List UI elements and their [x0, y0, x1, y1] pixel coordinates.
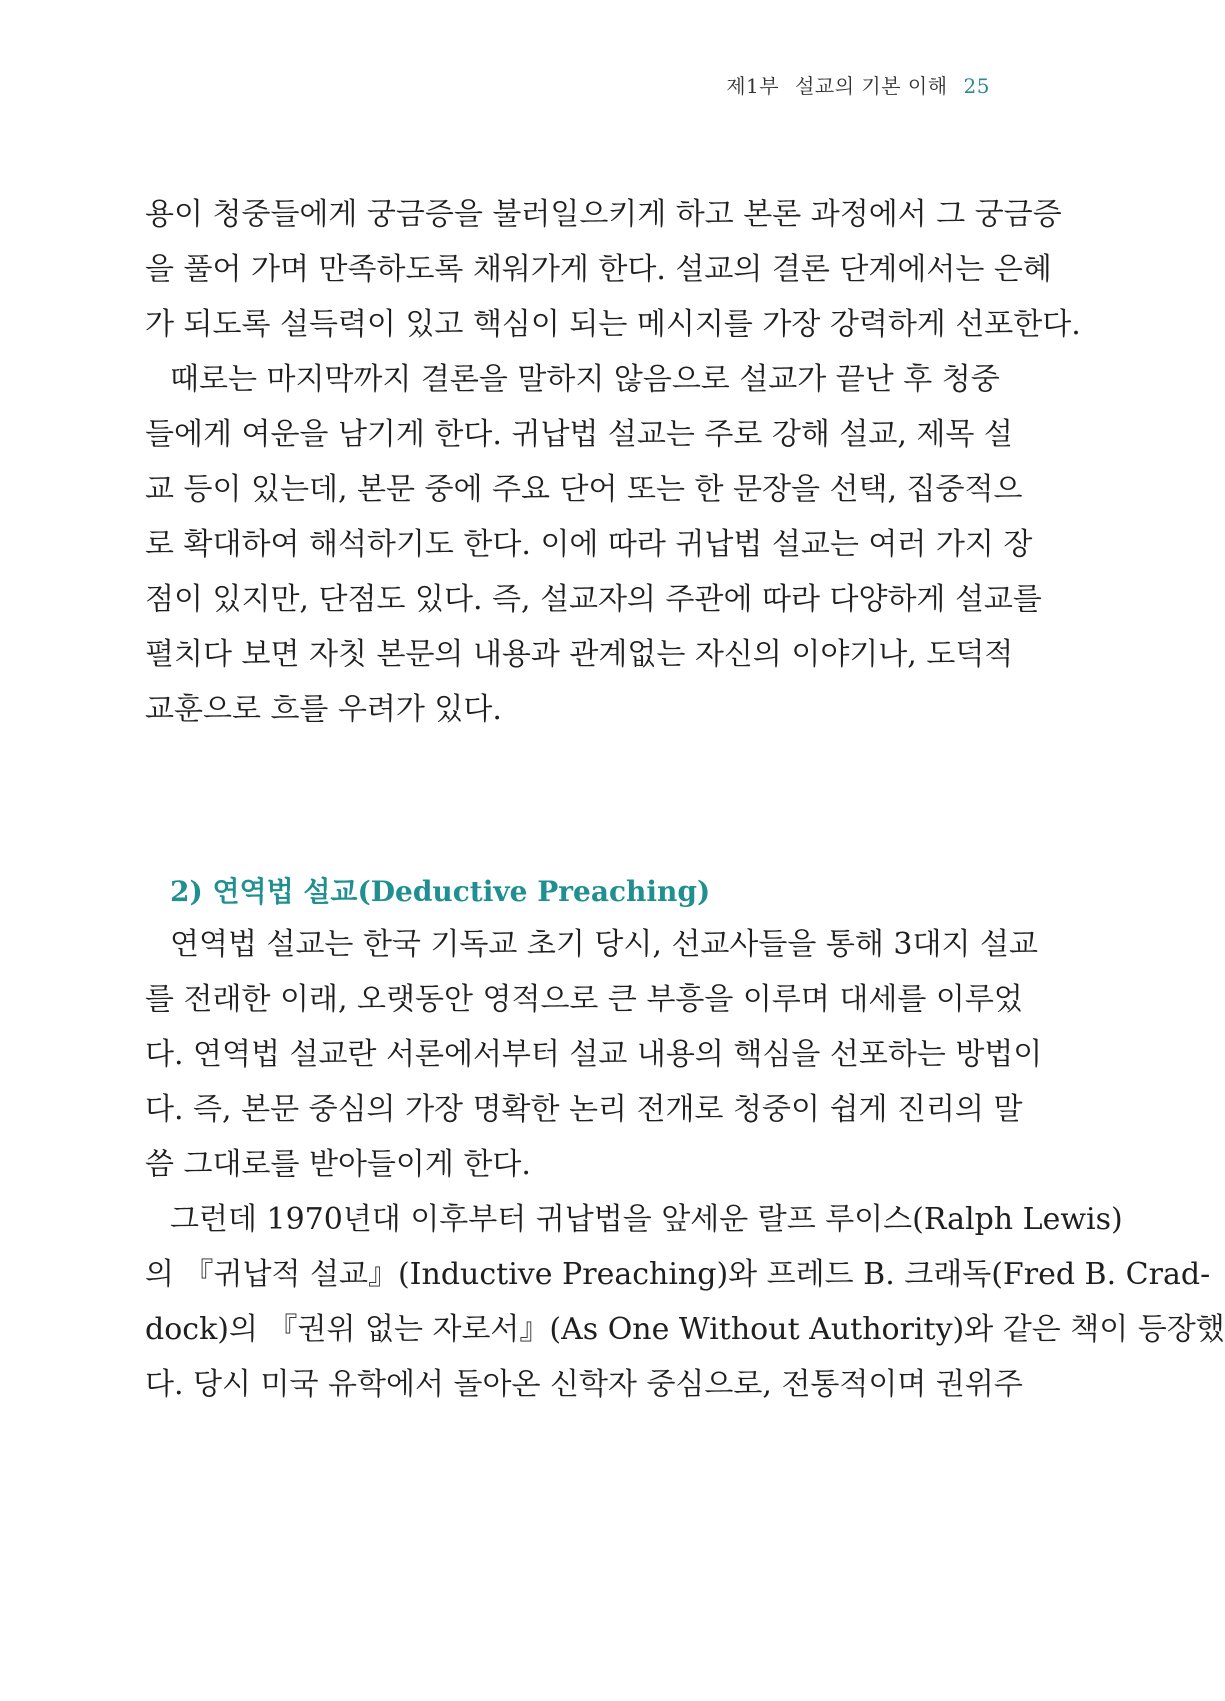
section-heading-english: (Deductive Preaching)	[357, 875, 711, 908]
body-line: 를 전래한 이래, 오랫동안 영적으로 큰 부흥을 이루며 대세를 이루었	[145, 982, 1023, 1017]
section-heading-korean: 2) 연역법 설교	[170, 875, 358, 908]
body-line: 들에게 여운을 남기게 한다. 귀납법 설교는 주로 강해 설교, 제목 설	[145, 417, 1013, 452]
body-line: 연역법 설교는 한국 기독교 초기 당시, 선교사들을 통해 3대지 설교	[170, 927, 1038, 962]
body-line: 펼치다 보면 자칫 본문의 내용과 관계없는 자신의 이야기나, 도덕적	[145, 637, 1014, 672]
body-line: 씀 그대로를 받아들이게 한다.	[145, 1147, 531, 1182]
section-heading	[170, 870, 710, 910]
body-line: 때로는 마지막까지 결론을 말하지 않음으로 설교가 끝난 후 청중	[170, 362, 1000, 397]
body-line: 그런데 1970년대 이후부터 귀납법을 앞세운 랄프 루이스(Ralph Lewis)	[170, 1202, 1123, 1237]
body-line: 을 풀어 가며 만족하도록 채워가게 한다. 설교의 결론 단계에서는 은혜	[145, 252, 1052, 287]
body-line: 가 되도록 설득력이 있고 핵심이 되는 메시지를 가장 강력하게 선포한다.	[145, 307, 1081, 342]
body-line: 용이 청중들에게 궁금증을 불러일으키게 하고 본론 과정에서 그 궁금증	[145, 197, 1062, 232]
body-line: 점이 있지만, 단점도 있다. 즉, 설교자의 주관에 따라 다양하게 설교를	[145, 582, 1042, 617]
page-number: 25	[963, 74, 990, 98]
header-chapter: 설교의 기본 이해	[795, 74, 948, 98]
body-line: dock)의 『권위 없는 자로서』(As One Without Authority)와 같은 책이 등장했	[145, 1312, 1225, 1347]
body-line: 의 『귀납적 설교』(Inductive Preaching)와 프레드 B. 크래독(Fred B. Crad-	[145, 1257, 1211, 1292]
body-line: 교 등이 있는데, 본문 중에 주요 단어 또는 한 문장을 선택, 집중적으	[145, 472, 1023, 507]
body-line: 다. 연역법 설교란 서론에서부터 설교 내용의 핵심을 선포하는 방법이	[145, 1037, 1043, 1072]
running-header	[726, 70, 990, 99]
body-line: 다. 즉, 본문 중심의 가장 명확한 논리 전개로 청중이 쉽게 진리의 말	[145, 1092, 1023, 1127]
header-part: 제1부	[726, 74, 780, 98]
body-line: 교훈으로 흐를 우려가 있다.	[145, 692, 502, 727]
body-line: 다. 당시 미국 유학에서 돌아온 신학자 중심으로, 전통적이며 권위주	[145, 1367, 1023, 1402]
body-line: 로 확대하여 해석하기도 한다. 이에 따라 귀납법 설교는 여러 가지 장	[145, 527, 1033, 562]
